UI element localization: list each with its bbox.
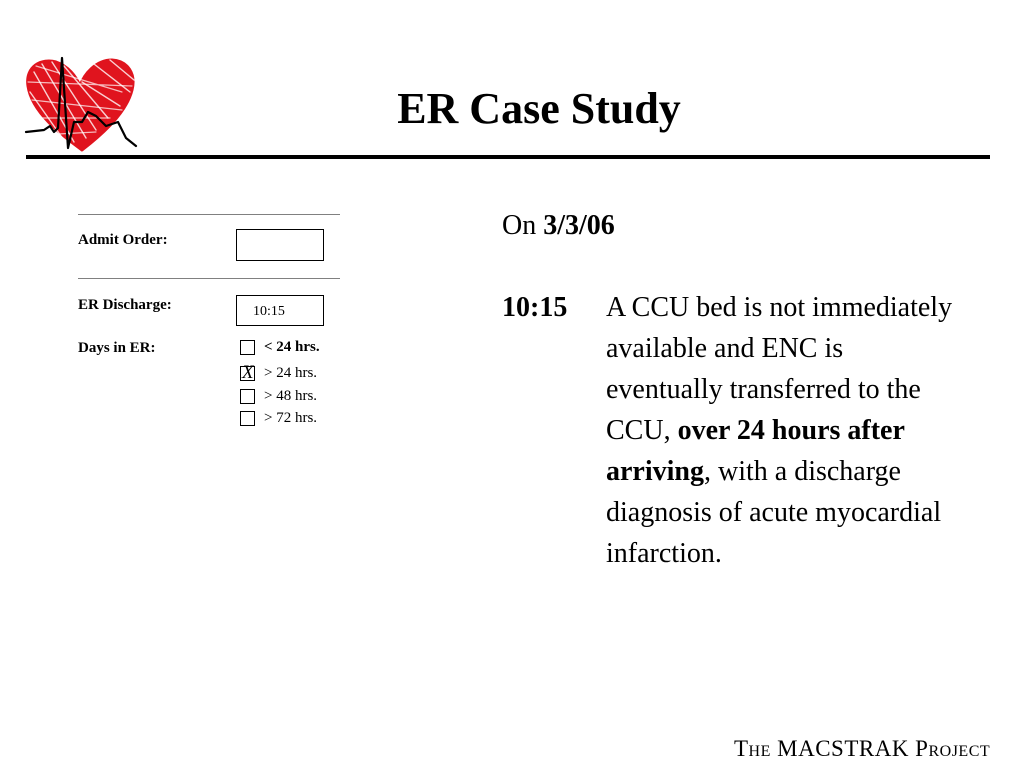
title-divider <box>26 155 990 159</box>
page-title: ER Case Study <box>397 84 681 133</box>
case-narrative <box>606 287 966 574</box>
time-label: 10:15 <box>502 292 568 323</box>
check-mark: X <box>242 362 254 383</box>
days-option[interactable] <box>240 388 317 405</box>
checkbox-checked[interactable] <box>240 362 255 383</box>
date-line <box>502 205 615 246</box>
footer-credit: The MACSTRAK Project <box>734 736 991 761</box>
narrative-text: A CCU bed is not immediately available and ENC is eventually transferred to the CCU, <box>606 292 953 446</box>
er-discharge-label: ER Discharge: <box>78 297 172 313</box>
days-option[interactable] <box>240 362 318 383</box>
form-divider <box>78 214 340 215</box>
er-discharge-field[interactable] <box>236 295 324 326</box>
admit-order-field[interactable] <box>236 229 324 261</box>
narrative-emphasis: over 24 hours after arriving <box>606 415 905 487</box>
checkbox[interactable] <box>240 389 255 404</box>
form-divider <box>78 278 340 279</box>
days-option-label: > 72 hrs. <box>264 410 318 426</box>
checkbox[interactable] <box>240 340 255 355</box>
er-discharge-value: 10:15 <box>253 304 285 319</box>
days-option[interactable] <box>240 339 320 356</box>
date-value: 3/3/06 <box>543 210 615 241</box>
days-option-label: > 24 hrs. <box>264 365 318 381</box>
date-prefix: On <box>502 210 537 241</box>
checkbox[interactable] <box>240 411 255 426</box>
days-option-label: > 48 hrs. <box>264 388 318 404</box>
days-in-er-label: Days in ER: <box>78 340 156 356</box>
narrative-text-end: , with a discharge diagnosis of acute myocardial infarction. <box>606 456 942 569</box>
days-option-label: < 24 hrs. <box>264 339 320 355</box>
days-option[interactable] <box>240 410 317 427</box>
admit-order-label: Admit Order: <box>78 232 168 248</box>
